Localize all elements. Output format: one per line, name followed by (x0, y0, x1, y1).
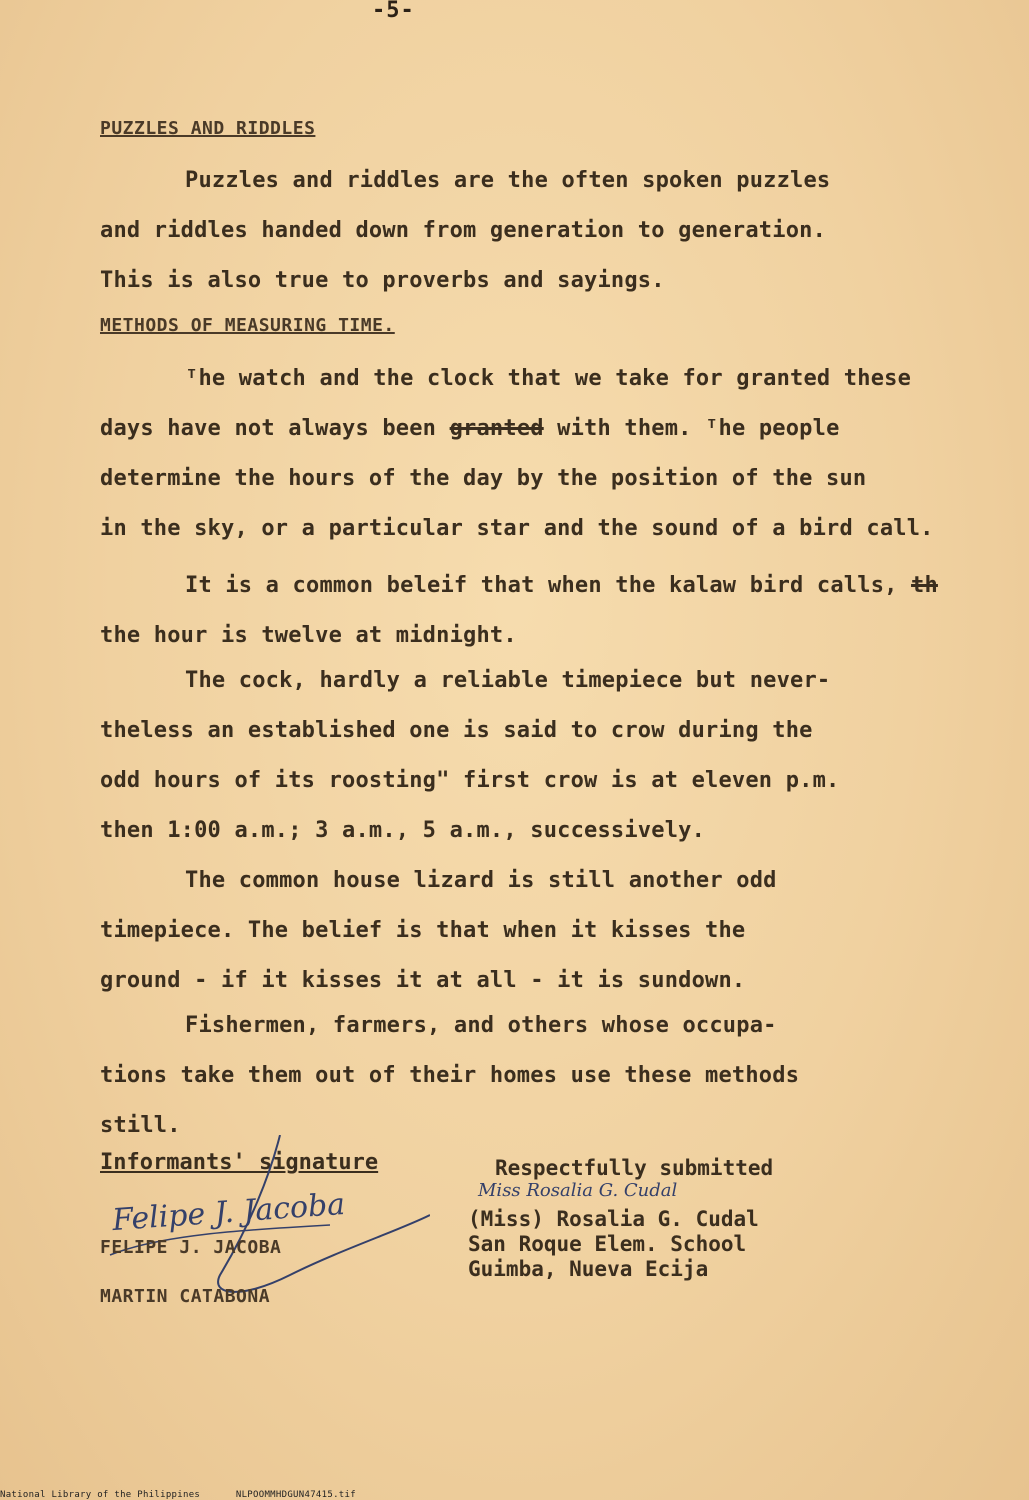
paragraph-line (100, 416, 840, 441)
paragraph-line (185, 573, 938, 598)
paragraph-line: Fishermen, farmers, and others whose occupa- (185, 1013, 777, 1038)
page-number: -5- (372, 0, 415, 23)
paragraph-line: timepiece. The belief is that when it kisses the (100, 918, 746, 943)
footer-file-id: NLPOOMMHDGUN47415.tif (235, 1490, 356, 1500)
paragraph-line: Puzzles and riddles are the often spoken puzzles (185, 168, 831, 193)
paragraph-line: and riddles handed down from generation to generation. (100, 218, 827, 243)
paragraph-line: tions take them out of their homes use these methods (100, 1063, 800, 1088)
paragraph-line: the hour is twelve at midnight. (100, 623, 517, 648)
paragraph-line: still. (100, 1113, 181, 1138)
paragraph-line: in the sky, or a particular star and the sound of a bird call. (100, 516, 934, 541)
closing-phrase: Respectfully submitted (495, 1156, 774, 1180)
paragraph-line: ᵀhe watch and the clock that we take for granted these (185, 366, 912, 391)
school-name: San Roque Elem. School (468, 1232, 747, 1256)
text-segment: days have not always been (100, 416, 437, 441)
paragraph-line: The cock, hardly a reliable timepiece but never- (185, 668, 831, 693)
paragraph-line: This is also true to proverbs and sayings. (100, 268, 665, 293)
footer-source: National Library of the Philippines (0, 1490, 201, 1500)
paragraph-line: ground - if it kisses it at all - it is sundown. (100, 968, 746, 993)
text-segment: with them. ᵀhe people (557, 416, 840, 441)
paragraph-line: then 1:00 a.m.; 3 a.m., 5 a.m., successively. (100, 818, 706, 843)
struck-word: th (911, 573, 938, 598)
informant-name: FELIPE J. JACOBA (100, 1237, 282, 1258)
paragraph-line: determine the hours of the day by the position of the sun (100, 466, 867, 491)
section-heading-methods: METHODS OF MEASURING TIME. (100, 315, 395, 336)
informant-name: MARTIN CATABONA (100, 1286, 271, 1307)
informant-handwritten-signature: Felipe J. Jacoba (111, 1186, 347, 1239)
school-location: Guimba, Nueva Ecija (468, 1257, 709, 1281)
archive-footer (0, 1490, 386, 1500)
text-segment: It is a common beleif that when the kalaw bird calls, (185, 573, 898, 598)
struck-word: granted (449, 416, 544, 441)
section-heading-puzzles: PUZZLES AND RIDDLES (100, 118, 316, 139)
informants-signature-label: Informants' signature (100, 1150, 379, 1175)
paragraph-line: odd hours of its roosting" first crow is at eleven p.m. (100, 768, 840, 793)
submitter-handwritten-signature: Miss Rosalia G. Cudal (478, 1180, 678, 1201)
submitter-name: (Miss) Rosalia G. Cudal (468, 1207, 759, 1231)
paragraph-line: The common house lizard is still another odd (185, 868, 777, 893)
paragraph-line: theless an established one is said to crow during the (100, 718, 813, 743)
